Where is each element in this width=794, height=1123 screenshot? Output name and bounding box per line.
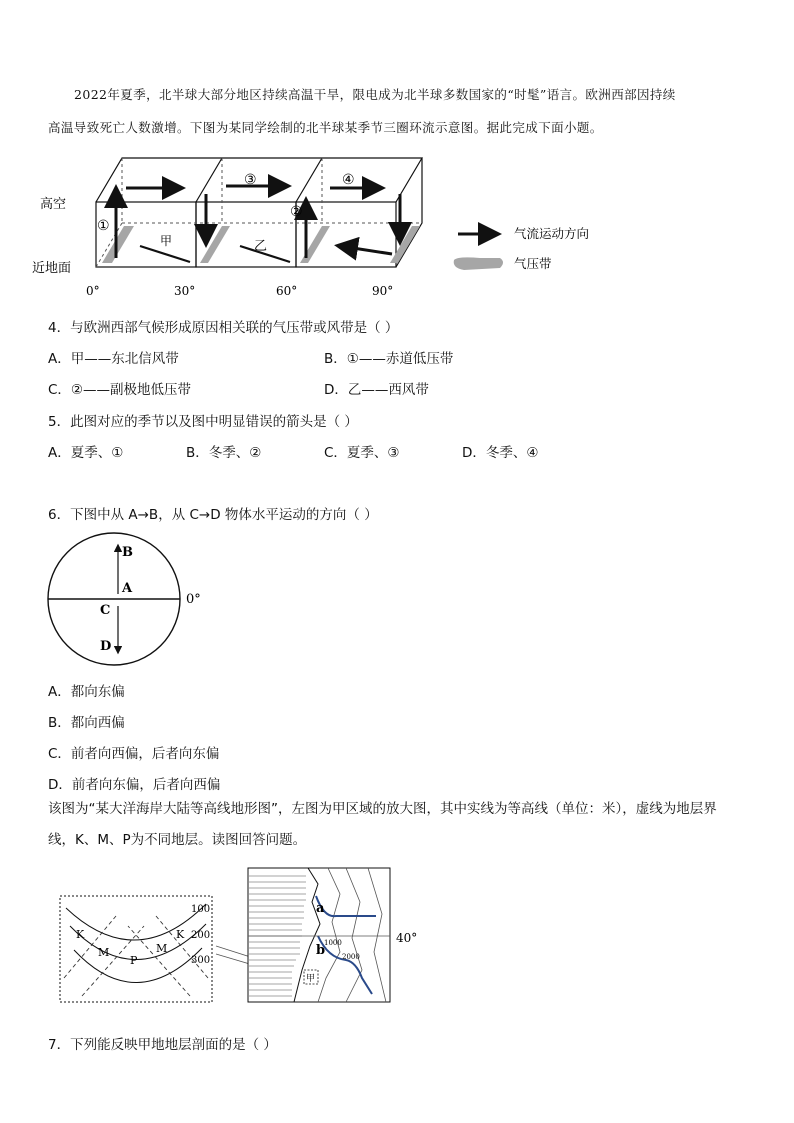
label-b: b (316, 943, 326, 958)
label-jia-area: 甲 (306, 974, 316, 984)
q6-option-d[interactable]: D．前者向东偏，后者向西偏 (48, 777, 221, 793)
stratum-p: P (130, 954, 138, 967)
q4-stem: 4．与欧洲西部气候形成原因相关联的气压带或风带是（ ） (48, 320, 399, 336)
point-a: A (122, 581, 133, 596)
legend-arrow-label: 气流运动方向 (514, 226, 590, 241)
contour-1000: 1000 (324, 939, 342, 947)
deg-30: 30° (174, 284, 196, 298)
q6-option-c[interactable]: C．前者向西偏，后者向东偏 (48, 746, 220, 762)
q5-option-d[interactable]: D．冬季、④ (462, 445, 539, 461)
legend-band-icon (454, 257, 503, 270)
arrow-polar-east (340, 246, 392, 254)
label-near-ground: 近地面 (32, 261, 72, 276)
deg-60: 60° (276, 284, 298, 298)
point-b: B (122, 545, 133, 560)
arrow-jia (140, 246, 190, 262)
point-c: C (100, 603, 111, 618)
num-4: ④ (342, 172, 355, 188)
passage-2 (48, 794, 748, 856)
stratum-m-left: M (98, 946, 110, 959)
intro-line-1: 2022年夏季，北半球大部分地区持续高温干旱，限电成为北半球多数国家的“时髦”语言。欧洲西部因持续 (74, 87, 676, 102)
enlarged-map-frame (60, 896, 212, 1002)
q7-stem: 7．下列能反映甲地地层剖面的是（ ） (48, 1037, 277, 1053)
q6-stem: 6．下图中从 A→B，从 C→D 物体水平运动的方向（ ） (48, 507, 378, 523)
q6-option-b[interactable]: B．都向西偏 (48, 715, 125, 731)
pressure-band-90 (390, 226, 420, 263)
earth-circle-diagram (46, 532, 226, 668)
num-1: ① (97, 218, 110, 234)
q4-option-c[interactable]: C．②——副极地低压带 (48, 382, 192, 398)
deg-90: 90° (372, 284, 394, 298)
num-3: ③ (244, 172, 257, 188)
contour-map-figure (56, 866, 436, 1006)
q4-option-a[interactable]: A．甲——东北信风带 (48, 351, 179, 367)
label-0-deg: 0° (186, 592, 201, 607)
stratum-k-right: K (176, 928, 185, 941)
intro-paragraph (48, 78, 748, 144)
passage-2-line-1: 该图为“某大洋海岸大陆等高线地形图”，左图为甲区域的放大图，其中实线为等高线（单位：米），虚线为地层界 (48, 801, 717, 817)
q4-option-b[interactable]: B．①——赤道低压带 (324, 351, 454, 367)
label-jia: 甲 (160, 234, 173, 248)
label-a: a (316, 901, 325, 916)
label-high: 高空 (40, 197, 67, 212)
circulation-diagram (32, 150, 640, 300)
contour-100: 100 (191, 904, 211, 915)
num-2: ② (290, 204, 303, 220)
passage-2-line-2: 线，K、M、P为不同地层。读图回答问题。 (48, 832, 307, 848)
q5-option-c[interactable]: C．夏季、③ (324, 445, 400, 461)
deg-0: 0° (86, 284, 100, 298)
q6-option-a[interactable]: A．都向东偏 (48, 684, 125, 700)
legend-band-label: 气压带 (514, 256, 552, 271)
stratum-k-left: K (76, 928, 85, 941)
q4-option-d[interactable]: D．乙——西风带 (324, 382, 429, 398)
contour-200: 200 (191, 930, 211, 941)
contour-300: 300 (191, 955, 211, 966)
q5-stem: 5．此图对应的季节以及图中明显错误的箭头是（ ） (48, 414, 358, 430)
point-d: D (100, 639, 112, 654)
label-yi: 乙 (254, 239, 268, 254)
q5-option-b[interactable]: B．冬季、② (186, 445, 262, 461)
label-40-deg: 40° (396, 931, 418, 945)
contour-2000: 2000 (342, 953, 360, 961)
q5-option-a[interactable]: A．夏季、① (48, 445, 124, 461)
intro-line-2: 高温导致死亡人数激增。下图为某同学绘制的北半球某季节三圈环流示意图。据此完成下面小题。 (48, 120, 603, 135)
stratum-m-right: M (156, 942, 168, 955)
